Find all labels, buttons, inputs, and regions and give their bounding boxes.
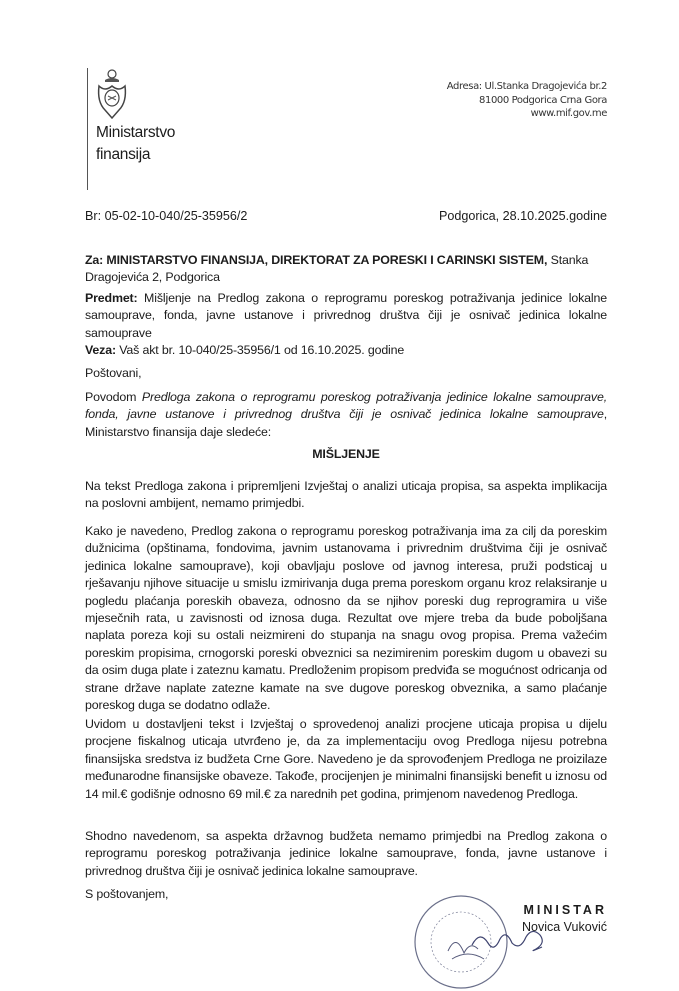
paragraph-4: Shodno navedenom, sa aspekta državnog budžeta nemamo primjedbi na Predlog zakona o reprogramu poreskog potraživanja jedinice lokalne samouprave, fonda, javne ustanove i privrednog društva čiji je osnivač jedinica lokalne samouprave. [85, 829, 607, 878]
signatory-title: MINISTAR [523, 903, 607, 917]
closing: S poštovanjem, [85, 887, 169, 901]
ministry-name-line2: finansija [96, 146, 151, 163]
paragraph-3: Uvidom u dostavljeni tekst i Izvještaj o sprovedenoj analizi procjene uticaja propisa u dijelu procjene fiskalnog uticaja utvrđeno je, da za implementaciju ovog Predloga nijesu potrebna finansijska sredstva iz budžeta Crne Gore. Navedeno je da sprovođenjem Predloga ne proizilaze međunarodne finansijske obaveze. Takođe, procijenjen je minimalni finansijski benefit u iznosu od 14 mil.€ godišnje odnosno 69 mil.€ za narednih pet godina, primjenom navedenog Predloga. [85, 717, 607, 801]
signatory-name: Novica Vuković [522, 920, 607, 934]
letter-date: Podgorica, 28.10.2025.godine [438, 209, 607, 223]
greeting: Poštovani, [85, 366, 142, 380]
subject [85, 290, 607, 342]
paragraph-2: Kako je navedeno, Predlog zakona o reprogramu poreskog potraživanja ima za cilj da poreskim dužnicima (opštinama, fondovima, javnim ustanovama i privrednim društvima čiji je osnivač jedinica lokalne samouprave), koji obavljaju poslove od javnog interesa, pruži podsticaj u rješavanju njihove situacije u smislu izmirivanja duga prema poreskom organu kroz relaksiranje u pogledu plaćanja poreskih obaveza, odnosno da se njihov poreski dug reprogramira u više mjesečnih rata, u zavisnosti od iznosa duga. Rezultat ove mjere treba da bude poboljšana naplata poreza koji su ostali neizmireni do stupanja na snagu ovog propisa. Prema važećim poreskim propisima, crnogorski poreski obveznici sa nezimirenim poreskim dugom u obavezi su da osim duga plate i zateznu kamatu. Predloženim propisom predviđa se mogućnost odricanja od strane države naplate zatezne kamate na sve dugove poreskog obveznika, a samo plaćanje poreskog duga se dodatno odlaže. [85, 524, 607, 713]
opinion-heading: MIŠLJENJE [312, 447, 380, 461]
coat-of-arms-logo [95, 68, 129, 122]
intro-law-title: Predloga zakona o reprogramu poreskog potraživanja jedinice lokalne samouprave, fonda, javne ustanove i privrednog društva čiji je osnivač jedinica lokalne samouprave [85, 390, 607, 422]
recipient [85, 252, 607, 287]
link-text: Vaš akt br. 10-040/25-35956/1 od 16.10.2025. godine [115, 343, 405, 357]
intro-prefix: Povodom [85, 390, 142, 404]
intro-suffix: , Ministarstvo finansija daje sledeće: [85, 407, 607, 439]
address-city: 81000 Podgorica Crna Gora [479, 94, 607, 106]
subject-text: Mišljenje na Predlog zakona o reprogramu poreskog potraživanja jedinice lokalne samouprave, fonda, javne ustanove i privrednog društva čiji je osnivač jedinica lokalne samouprave [85, 291, 607, 340]
ministry-name [96, 122, 175, 166]
recipient-address: Stanka Dragojevića 2, Podgorica [85, 253, 589, 285]
address-street: Adresa: Ul.Stanka Dragojevića br.2 [446, 81, 607, 92]
reference-number: Br: 05-02-10-040/25-35956/2 [85, 209, 248, 223]
intro-paragraph [85, 389, 607, 441]
reference-link [85, 342, 607, 359]
recipient-label: Za: MINISTARSTVO FINANSIJA, DIREKTORAT ZA PORESKI I CARINSKI SISTEM, [85, 253, 548, 267]
link-label: Veza: [85, 343, 116, 357]
subject-label: Predmet: [85, 291, 138, 305]
address-block [447, 80, 607, 121]
paragraph-1: Na tekst Predloga zakona i pripremljeni Izvještaj o analizi uticaja propisa, sa aspekta implikacija na poslovni ambijent, nemamo primjedbi. [85, 479, 607, 511]
website: www.mif.gov.me [530, 108, 607, 119]
letterhead-divider [87, 68, 88, 190]
ministry-name-line1: Ministarstvo [96, 124, 176, 141]
